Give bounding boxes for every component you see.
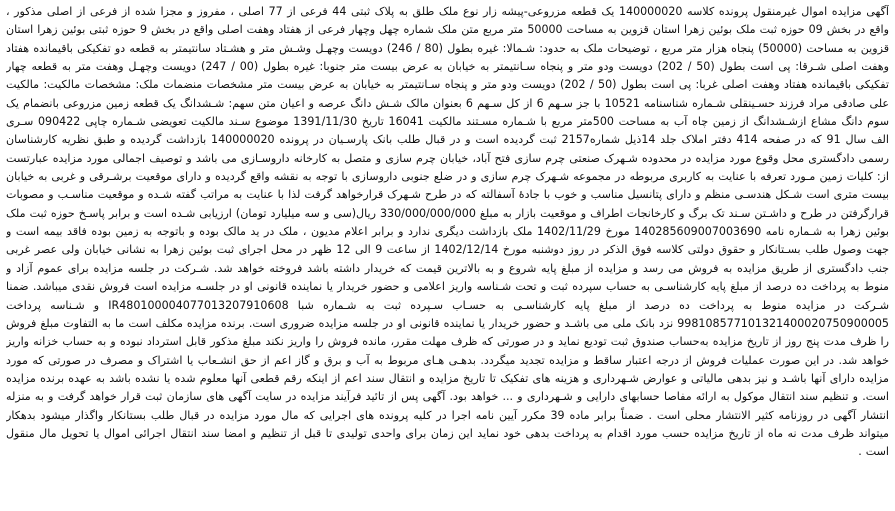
auction-notice	[6, 3, 889, 508]
notice-body-text: آگهی مزایده اموال غیرمنقول پرونده کلاسه 140000020 یک قطعه مزروعی-پیشه زار نوع ملک طلق به پلاک ثبتی 44 فرعی از 77 اصلی ، مفروز و مجزا شده از فرعی از اصلی مذکور ، واقع در بخش 09 حوزه ثبت ملک بوئین زهرا استان قزوین به مساحت 50000 متر مربع متن ملک شماره چهل وچهار فرعی از هفتاد وهفت اصلی واقع در بخش 9 حوزه ثبتی بوئین زهرا استان قزوین به مساحت (50000) پنجاه هزار متر مربع ، توضیحات ملک به حدود: شـمالا: غیره بطول (80 / 246) دویست وچهـل وشـش متر و هشـتاد سانتیمتر به قطعه دو تفکیکی باقیمانده هفتاد وهفت اصلی شـرقا: پی است بطول (50 / 202) دویست ودو متر و پنجاه سـانتیمتر به خیابان به عرض بیست متر جنوبا: غیره بطول (00 / 247) دویست وچهـل وهفت متر به قطعه چهار تفکیکی باقیمانده هفتاد وهفت اصلی غربا: پی است بطول (50 / 202) دویست ودو متر و پنجاه سـانتیمتر به خیابان به عرض بیست متر مشخصات منضمات ملک: مشخصات مالکیت: مالکیت علی صادقی مراد فرزند حسـینقلی شـماره شناسنامه 10521 با جز سـهم 6 از کل سـهم 6 بعنوان مالک شـش دانگ عرصه و اعیان متن سهم: شـشدانگ یک قطعه زمین مزروعی بانضمام یک سوم دانگ مشاع ازشـشدانگ از زمین چاه آب به مساحت 500متر مربع با شـماره مسـتند مالکیت 16041 تاریخ 1391/11/30 موضوع سـند مالکیت تعویضی شـماره چاپی 090422 سـری الف سال 91 که در صفحه 414 دفتر املاک جلد 14ذیل شماره2157 ثبت گردیده است و در قبال طلب بانک پارسـیان در پرونده 140000020 بازداشت گردیده و طبق نظریه کارشناسان رسمی دادگستری محل وقوع مورد مزایده در محدوده شـهرک صنعتی چرم سازی فتح آباد، خیابان چرم سازی و متصل به کارخانه داروسـازی می باشد و توصیف اجمالی مورد مزایده عبارتست از: کلیات زمین مـورد تعرفه با عنایت به کاربری مربوطه در مجموعه شـهرک چرم سازی و در ضلع جنوبی داروسازی با توجه به نقشه واقع گردیده و دارای موقعیت برشـرقی و غربی به خیابان بیست متری است شـکل هندسـی منظم و دارای پتانسیل مناسب و خوب با جادهٔ آسفالته که در طرح شـهرک قرارخواهد گرفت لذا با عنایت به مراتب گفته شـده و موقعیت مناسـب و مصوبات قرارگرفتن در طرح و داشـتن سـند تک برگ و کارخانجات اطراف و موقعیت بازار به مبلغ 330/000/000/000 ریال(سی و سه میلیارد تومان) ارزیابی شـده است و برابر پاسـخ حوزه ثبت ملک بوئین زهرا به شـماره نامه 140285609007003690 مورخ 1402/11/29 ملک بازداشت دیگری ندارد و برابر اعلام مدیون ، ملک در ید مالک بوده و باتوجه به زمین بوده فاقد بیمه است و جهت وصول طلب بسـتانکار و حقوق دولتی کلاسه فوق الذکر در روز دوشنبه مورخ 1402/12/14 از ساعت 9 الی 12 ظهر در محل اجرای ثبت بوئین زهرا به نشانی خیابان ولی عصر غربی جنب دادگستری از طریق مزایده به فروش می رسد و مزایده از مبلغ پایه شروع و به بالاترین قیمت که خریدار داشته باشد فروخته خواهد شد. شـرکت در جلسه مزایده برای عموم آزاد و منوط به پرداخت ده درصد از مبلغ پایه کارشناسـی به حساب سپرده ثبت و تحت شـناسه واریز اعلامی و حضور خریدار یا نماینده قانونی او در جلسـه مزایده است فروش نقدی میباشد. ضمنا شـرکت در مزایده منوط به پرداخت ده درصد از مبلغ پایه کارشناسـی به حسـاب سـپرده ثبت به شـماره شبا IR480100004077013207910608 و شـناسه پرداخت 998108577101321400020750900005 نزد بانک ملی می باشـد و حضور خریدار یا نماینده قانونی او در جلسه مزایده ضروری است. برنده مزایده مکلف است ما به التفاوت مبلغ فروش را ظرف مدت پنج روز از تاریخ مزایده به‌حساب صندوق ثبت تودیع نماید و در صورتی که ظرف مهلت مقرر، مانده فروش را واریز نکند مبلغ مذکور قابل استرداد نبوده و به حساب خزانه واریز خواهد شد. در این صورت عملیات فروش از درجه اعتبار ساقط و مزایده تجدید میگردد. بدهـی هـای مربوط به آب و برق و گاز اعم از حق انشـعاب یا اشتراک و مصرف در صورتی که مورد مزایده دارای آنها باشـد و نیز بدهی مالیاتی و عوارض شـهرداری و هزینه های تفکیک تا تاریخ مزایده و انتقال سند اعم از اینکه رقم قطعی آنها معلوم شده یا نشده باشد به عهده برنده مزایده است. و تنظیم سند انتقال موکول به ارائه مفاصا حسابهای دارایی و شـهرداری و ... خواهد بود. آگهی پس از تائید فرآیند مزایده در سایت آگهی های سازمان ثبت قرار خواهد گرفت و به منزله انتشار آگهی در روزنامه کثیر الانتشار محلی است . ضمناً برابر ماده 39 مکرر آیین نامه اجرا در کلیه پرونده های اجرایی که مال مورد مزایده در قبال طلب بستانکار واگذار میشود بدهکار میتواند ظرف مدت نه ماه از تاریخ مزایده حسب مورد اقدام به پرداخت بدهی خود نماید این زمان برای واحدی تولیدی تا قبل از تنظیم و امضا سند انتقال اجرائی اموال یا تحویل مال منقول است .	[6, 5, 889, 459]
